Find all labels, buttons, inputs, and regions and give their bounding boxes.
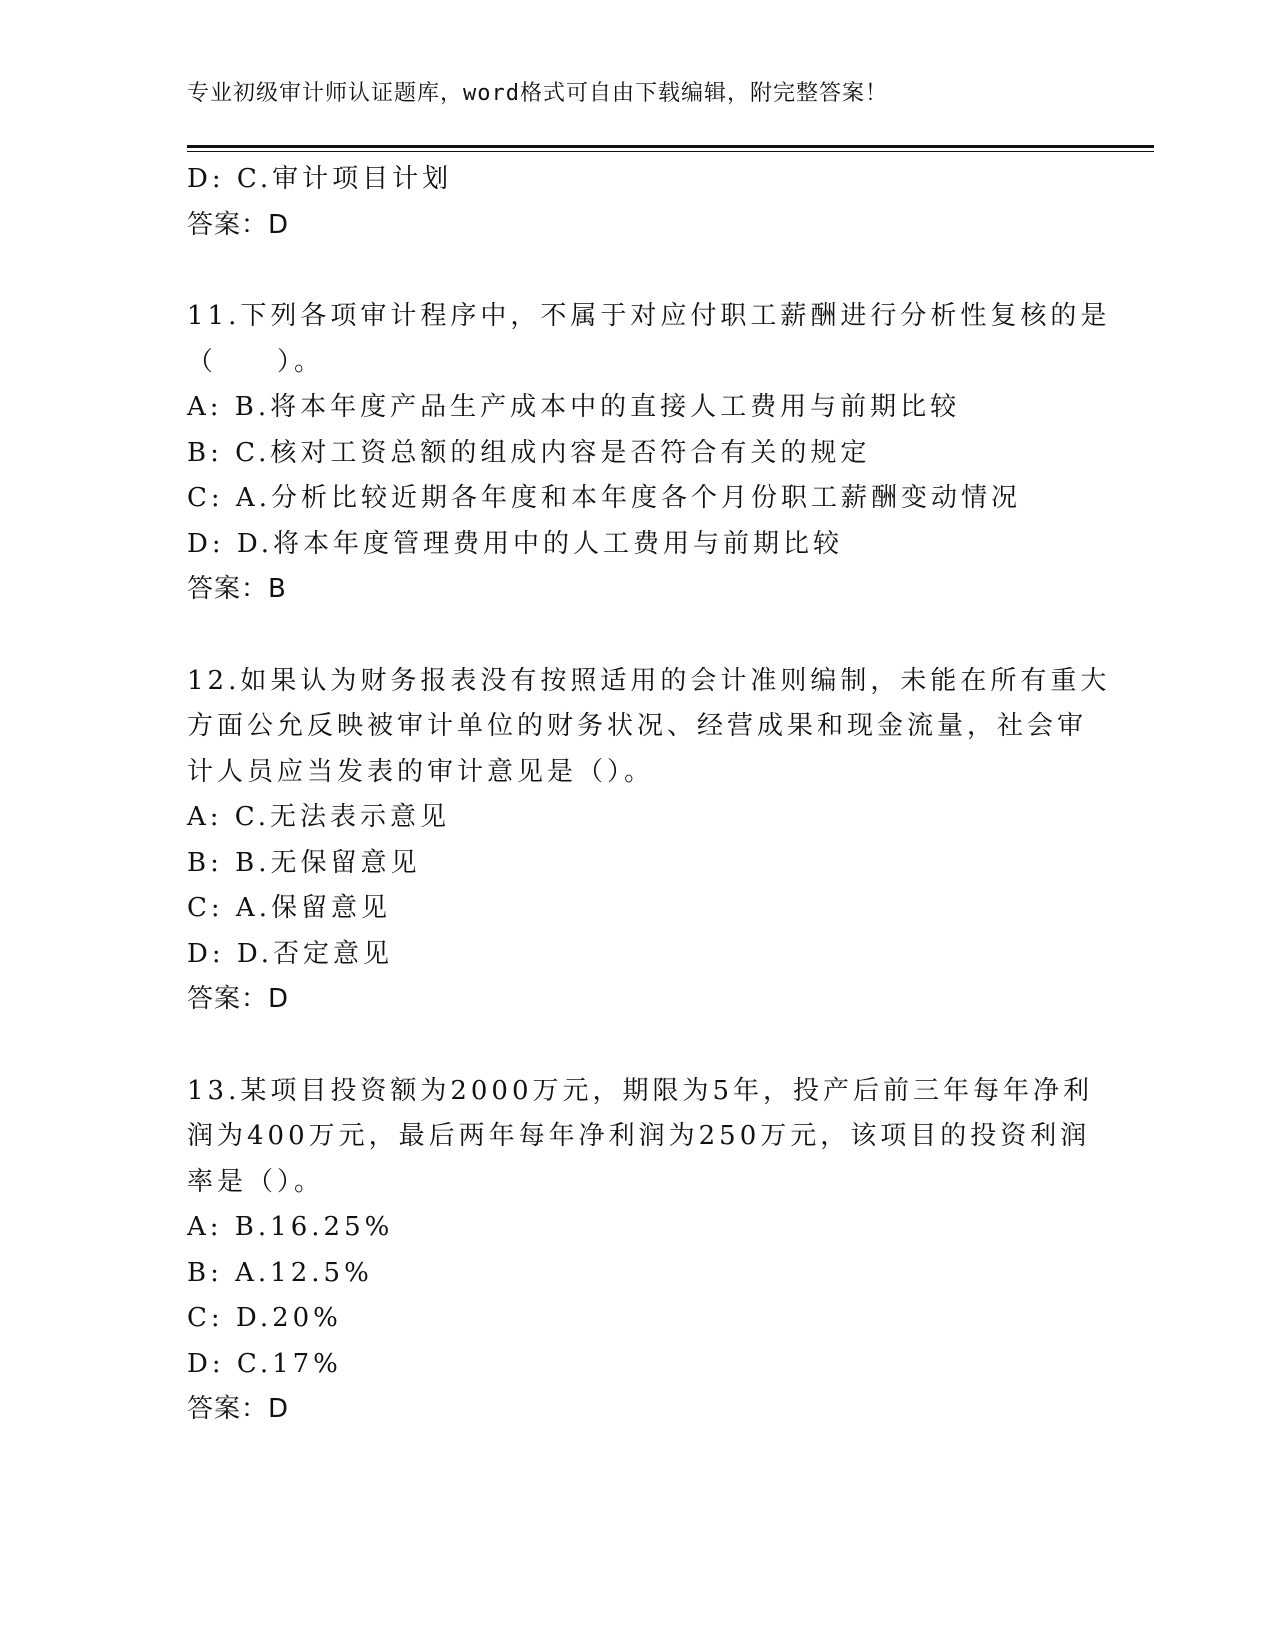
answer-line: 答案：D	[187, 209, 290, 240]
answer-line: 答案：D	[187, 1394, 290, 1424]
question-stem: （ ）。	[187, 346, 325, 377]
option-a: A: B.16.25%	[187, 1212, 394, 1242]
question-11	[187, 294, 1111, 613]
option-c: C: A.分析比较近期各年度和本年度各个月份职工薪酬变动情况	[187, 483, 1021, 513]
option-a: A: B.将本年度产品生产成本中的直接人工费用与前期比较	[187, 392, 961, 422]
option-d: D: D.否定意见	[187, 938, 394, 969]
question-stem: 润为400万元，最后两年每年净利润为250万元，该项目的投资利润	[187, 1121, 1091, 1151]
question-stem: 12.如果认为财务报表没有按照适用的会计准则编制，未能在所有重大	[187, 665, 1111, 696]
question-content	[187, 157, 1111, 1433]
question-stem: 计人员应当发表的审计意见是（）。	[187, 756, 655, 787]
option-b: B: B.无保留意见	[187, 847, 421, 878]
header-rule-thin	[187, 151, 1154, 152]
option-b: B: C.核对工资总额的组成内容是否符合有关的规定	[187, 437, 871, 468]
answer-line: 答案：D	[187, 984, 290, 1014]
spacer	[187, 248, 1087, 294]
question-stem: 方面公允反映被审计单位的财务状况、经营成果和现金流量，社会审	[187, 711, 1088, 741]
option-a: A: C.无法表示意见	[187, 802, 451, 832]
question-stem: 13.某项目投资额为2000万元，期限为5年，投产后前三年每年净利	[187, 1075, 1094, 1106]
header-rule-thick	[187, 145, 1154, 148]
option-d: D: C.17%	[187, 1348, 342, 1379]
question-12	[187, 659, 1111, 1023]
spacer	[187, 1023, 1087, 1069]
option-d: D: D.将本年度管理费用中的人工费用与前期比较	[187, 528, 844, 559]
spacer	[187, 613, 1087, 659]
prev-question-block	[187, 157, 1087, 248]
option-c: C: A.保留意见	[187, 893, 391, 923]
option-b: B: A.12.5%	[187, 1257, 373, 1288]
answer-line: 答案：B	[187, 574, 287, 604]
option-c: C: D.20%	[187, 1303, 342, 1333]
page-header: 专业初级审计师认证题库，word格式可自由下载编辑，附完整答案！	[187, 81, 888, 106]
question-stem: 11.下列各项审计程序中，不属于对应付职工薪酬进行分析性复核的是	[187, 301, 1111, 331]
option-line: D: C.审计项目计划	[187, 164, 453, 194]
question-13	[187, 1069, 1094, 1433]
question-stem: 率是（）。	[187, 1166, 325, 1197]
